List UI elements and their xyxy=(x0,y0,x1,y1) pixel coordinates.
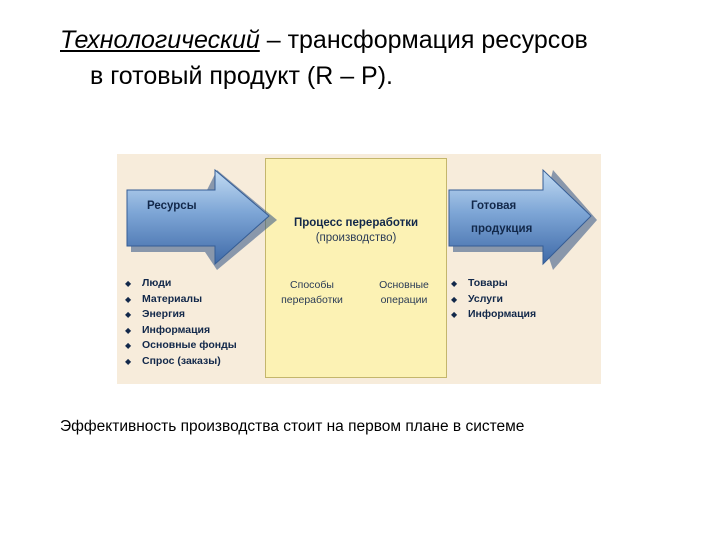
list-item: ◆ Товары xyxy=(451,276,536,292)
diamond-bullet-icon: ◆ xyxy=(125,341,132,350)
transformation-diagram xyxy=(117,154,601,384)
output-arrow-label-line2: продукция xyxy=(471,223,533,235)
heading-line2: в готовый продукт (R – P). xyxy=(90,62,394,90)
output-list xyxy=(451,276,536,323)
list-item: ◆ Люди xyxy=(125,276,237,292)
heading-term: Технологический xyxy=(60,26,260,54)
list-item: ◆ Энергия xyxy=(125,307,237,323)
process-operations-line1: Основные xyxy=(379,279,429,291)
diamond-bullet-icon: ◆ xyxy=(125,356,132,366)
arrow-right-icon xyxy=(117,168,285,278)
diamond-bullet-icon: ◆ xyxy=(451,310,458,319)
diamond-bullet-icon: ◆ xyxy=(451,294,458,304)
list-item: ◆ Услуги xyxy=(451,292,536,308)
process-operations-line2: операции xyxy=(380,294,428,306)
list-item: ◆ Спрос (заказы) xyxy=(125,354,237,370)
process-operations xyxy=(367,278,441,308)
process-subtitle: (производство) xyxy=(315,232,397,244)
list-item: ◆ Информация xyxy=(451,307,536,323)
input-arrow xyxy=(117,168,285,278)
diamond-bullet-icon: ◆ xyxy=(125,325,132,335)
process-box xyxy=(265,158,447,378)
diamond-bullet-icon: ◆ xyxy=(125,279,132,288)
input-arrow-label: Ресурсы xyxy=(147,200,197,212)
list-item: ◆ Информация xyxy=(125,323,237,339)
process-title: Процесс переработки xyxy=(293,217,419,229)
process-methods-line2: переработки xyxy=(281,294,343,306)
list-item: ◆ Материалы xyxy=(125,292,237,308)
footer-text: Эффективность производства стоит на первом плане в системе xyxy=(60,418,525,435)
slide-heading xyxy=(60,22,700,94)
diamond-bullet-icon: ◆ xyxy=(125,294,132,304)
process-methods-line1: Способы xyxy=(290,279,334,291)
diamond-bullet-icon: ◆ xyxy=(451,279,458,288)
heading-definition: – трансформация ресурсов xyxy=(259,26,588,54)
input-list xyxy=(125,276,237,369)
process-methods xyxy=(275,278,349,308)
diamond-bullet-icon: ◆ xyxy=(125,310,132,319)
output-arrow-label-line1: Готовая xyxy=(471,200,517,212)
list-item: ◆ Основные фонды xyxy=(125,338,237,354)
